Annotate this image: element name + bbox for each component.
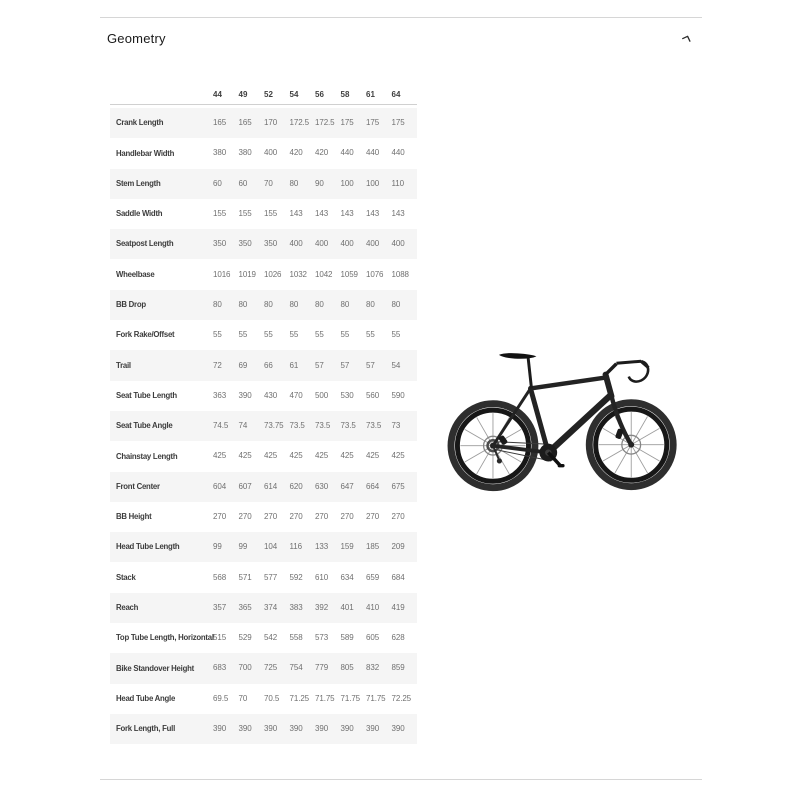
row-value: 1088 xyxy=(391,269,409,279)
row-value: 1032 xyxy=(289,269,307,279)
row-value: 571 xyxy=(238,572,252,582)
row-label: Trail xyxy=(116,360,131,370)
row-value: 155 xyxy=(238,209,252,219)
row-value: 73 xyxy=(391,421,401,431)
row-label: BB Height xyxy=(116,512,152,522)
row-value: 390 xyxy=(391,724,405,734)
row-label: Saddle Width xyxy=(116,209,163,219)
size-column-header: 44 xyxy=(213,90,222,99)
row-value: 419 xyxy=(391,602,405,612)
row-value: 270 xyxy=(264,512,278,521)
row-value: 55 xyxy=(264,330,273,340)
row-value: 55 xyxy=(289,330,299,340)
table-row xyxy=(110,199,417,229)
row-value: 420 xyxy=(315,148,329,158)
row-label: Seat Tube Length xyxy=(116,390,177,400)
row-value: 175 xyxy=(391,118,405,128)
row-label: Reach xyxy=(116,603,139,612)
row-value: 390 xyxy=(238,390,252,400)
section-title: Geometry xyxy=(107,30,166,46)
row-label: Chainstay Length xyxy=(116,451,178,461)
row-label: Stem Length xyxy=(116,178,161,188)
row-value: 71.75 xyxy=(315,693,335,703)
row-value: 116 xyxy=(289,542,302,552)
row-value: 80 xyxy=(289,299,299,309)
row-value: 80 xyxy=(391,299,401,309)
row-value: 859 xyxy=(391,663,405,673)
row-value: 1016 xyxy=(213,269,231,279)
row-value: 725 xyxy=(264,663,278,673)
table-row xyxy=(110,108,417,138)
row-value: 172.5 xyxy=(315,118,335,128)
row-value: 1059 xyxy=(340,269,358,279)
row-value: 172.5 xyxy=(289,118,310,128)
row-value: 558 xyxy=(289,633,303,643)
row-value: 143 xyxy=(289,209,303,219)
row-value: 165 xyxy=(213,118,227,128)
row-value: 530 xyxy=(340,390,354,400)
size-column-header: 58 xyxy=(340,90,350,99)
row-value: 390 xyxy=(264,724,278,734)
row-value: 80 xyxy=(213,299,222,309)
row-value: 159 xyxy=(340,542,354,552)
row-label: Seatpost Length xyxy=(116,239,174,249)
row-value: 70 xyxy=(238,693,248,703)
table-row xyxy=(110,411,417,441)
row-value: 542 xyxy=(264,633,278,643)
row-value: 440 xyxy=(340,148,354,158)
row-value: 350 xyxy=(238,239,252,249)
row-value: 628 xyxy=(391,633,405,643)
row-value: 380 xyxy=(238,148,252,158)
section-top-divider xyxy=(100,17,702,18)
row-value: 390 xyxy=(289,724,303,734)
row-value: 515 xyxy=(213,633,227,643)
row-value: 420 xyxy=(289,148,303,158)
row-value: 425 xyxy=(213,451,227,461)
table-row xyxy=(110,653,417,683)
row-value: 500 xyxy=(315,390,329,400)
row-value: 754 xyxy=(289,663,303,673)
row-value: 647 xyxy=(340,481,354,491)
row-value: 390 xyxy=(340,724,354,734)
row-value: 1026 xyxy=(264,269,282,279)
row-value: 430 xyxy=(264,390,278,400)
row-label: Head Tube Angle xyxy=(116,693,176,703)
row-value: 620 xyxy=(289,481,303,491)
row-value: 392 xyxy=(315,602,329,612)
row-value: 350 xyxy=(264,239,278,249)
row-value: 560 xyxy=(366,390,380,400)
row-value: 209 xyxy=(391,542,405,552)
table-row xyxy=(110,138,417,168)
row-value: 425 xyxy=(391,451,405,461)
row-value: 55 xyxy=(366,330,375,340)
row-value: 73.5 xyxy=(315,421,331,431)
row-value: 357 xyxy=(213,602,227,612)
row-value: 607 xyxy=(238,481,252,491)
row-value: 401 xyxy=(340,602,354,612)
row-value: 100 xyxy=(366,178,380,188)
row-value: 72.25 xyxy=(391,693,412,703)
row-value: 54 xyxy=(391,360,401,370)
row-value: 410 xyxy=(366,602,380,612)
row-value: 110 xyxy=(391,178,404,188)
table-row xyxy=(110,259,417,289)
row-value: 374 xyxy=(264,602,278,612)
row-value: 143 xyxy=(366,209,380,219)
row-value: 400 xyxy=(340,239,354,249)
row-label: Crank Length xyxy=(116,118,164,128)
table-row xyxy=(110,532,417,562)
table-row xyxy=(110,562,417,592)
row-value: 60 xyxy=(238,178,248,188)
row-value: 99 xyxy=(238,542,248,552)
row-value: 73.5 xyxy=(340,421,356,431)
table-row xyxy=(110,381,417,411)
row-value: 805 xyxy=(340,663,354,673)
row-label: Front Center xyxy=(116,481,160,491)
row-value: 71.25 xyxy=(289,693,310,703)
row-value: 400 xyxy=(315,239,329,249)
table-row xyxy=(110,623,417,653)
row-label: Wheelbase xyxy=(116,269,155,279)
row-value: 90 xyxy=(315,178,324,188)
row-value: 400 xyxy=(289,239,303,249)
row-value: 675 xyxy=(391,481,405,491)
table-row xyxy=(110,441,417,471)
row-value: 425 xyxy=(238,451,252,461)
row-value: 73.75 xyxy=(264,421,284,431)
row-value: 270 xyxy=(391,512,405,521)
row-value: 155 xyxy=(213,209,227,219)
row-value: 80 xyxy=(315,299,324,309)
size-column-header: 52 xyxy=(264,90,273,99)
row-value: 70 xyxy=(264,178,273,188)
row-value: 74 xyxy=(238,421,248,431)
row-value: 610 xyxy=(315,572,329,582)
size-column-header: 56 xyxy=(315,90,324,99)
row-value: 400 xyxy=(366,239,380,249)
row-value: 363 xyxy=(213,390,227,400)
row-value: 659 xyxy=(366,572,380,582)
size-column-header: 54 xyxy=(289,90,299,99)
row-value: 80 xyxy=(366,299,375,309)
table-row xyxy=(110,593,417,623)
table-row xyxy=(110,472,417,502)
row-value: 143 xyxy=(315,209,329,219)
row-value: 55 xyxy=(238,330,248,340)
row-label: Fork Rake/Offset xyxy=(116,330,175,340)
row-value: 104 xyxy=(264,542,278,552)
row-value: 170 xyxy=(264,118,278,128)
row-value: 80 xyxy=(264,299,273,309)
row-value: 630 xyxy=(315,481,329,491)
row-value: 605 xyxy=(366,633,380,643)
row-value: 57 xyxy=(366,360,375,370)
row-value: 573 xyxy=(315,633,329,643)
row-value: 69 xyxy=(238,360,248,370)
row-value: 57 xyxy=(340,360,350,370)
table-row xyxy=(110,350,417,380)
row-value: 529 xyxy=(238,633,252,643)
row-value: 634 xyxy=(340,572,354,582)
row-value: 143 xyxy=(340,209,354,219)
size-header-row xyxy=(110,86,417,105)
row-value: 66 xyxy=(264,360,273,370)
row-value: 99 xyxy=(213,542,222,552)
row-label: Top Tube Length, Horizontal xyxy=(116,633,214,643)
row-value: 1019 xyxy=(238,269,256,279)
section-bottom-divider xyxy=(100,779,702,780)
row-value: 592 xyxy=(289,572,303,582)
row-label: Stack xyxy=(116,572,136,582)
row-value: 390 xyxy=(366,724,380,734)
table-row xyxy=(110,229,417,259)
row-value: 568 xyxy=(213,572,227,582)
geometry-accordion-header[interactable] xyxy=(107,28,693,48)
row-value: 425 xyxy=(340,451,354,461)
row-value: 664 xyxy=(366,481,380,491)
table-row xyxy=(110,502,417,532)
row-value: 270 xyxy=(315,512,329,521)
row-value: 440 xyxy=(366,148,380,158)
table-row xyxy=(110,714,417,744)
row-value: 74.5 xyxy=(213,421,229,431)
row-value: 350 xyxy=(213,239,227,249)
row-label: Seat Tube Angle xyxy=(116,421,173,431)
row-value: 589 xyxy=(340,633,354,643)
chevron-up-icon[interactable] xyxy=(681,32,693,44)
row-value: 270 xyxy=(238,512,252,521)
row-value: 60 xyxy=(213,178,222,188)
row-value: 80 xyxy=(289,178,299,188)
row-value: 155 xyxy=(264,209,278,219)
row-label: Bike Standover Height xyxy=(116,663,194,673)
row-value: 470 xyxy=(289,390,303,400)
row-value: 425 xyxy=(315,451,329,461)
row-label: Head Tube Length xyxy=(116,542,180,552)
row-value: 70.5 xyxy=(264,693,280,703)
row-value: 175 xyxy=(366,118,380,128)
size-column-header: 49 xyxy=(238,90,248,99)
row-label: Handlebar Width xyxy=(116,148,175,158)
row-value: 684 xyxy=(391,572,405,582)
row-value: 69.5 xyxy=(213,693,229,703)
row-value: 270 xyxy=(340,512,354,521)
row-value: 425 xyxy=(366,451,380,461)
row-value: 440 xyxy=(391,148,405,158)
row-value: 270 xyxy=(366,512,380,521)
row-value: 1042 xyxy=(315,269,333,279)
row-value: 55 xyxy=(391,330,401,340)
row-value: 400 xyxy=(391,239,405,249)
row-value: 1076 xyxy=(366,269,384,279)
row-value: 55 xyxy=(340,330,350,340)
row-value: 390 xyxy=(315,724,329,734)
row-value: 73.5 xyxy=(366,421,382,431)
row-value: 383 xyxy=(289,602,303,612)
row-label: BB Drop xyxy=(116,300,146,310)
row-label: Fork Length, Full xyxy=(116,724,175,734)
row-value: 55 xyxy=(315,330,324,340)
row-value: 80 xyxy=(238,299,248,309)
row-value: 71.75 xyxy=(366,693,386,703)
row-value: 165 xyxy=(238,118,252,128)
row-value: 614 xyxy=(264,481,278,491)
row-value: 61 xyxy=(289,360,299,370)
row-value: 779 xyxy=(315,663,329,673)
table-row xyxy=(110,684,417,714)
row-value: 57 xyxy=(315,360,324,370)
row-value: 175 xyxy=(340,118,354,128)
row-value: 100 xyxy=(340,178,354,188)
row-value: 365 xyxy=(238,602,252,612)
row-value: 390 xyxy=(213,724,227,734)
row-value: 604 xyxy=(213,481,227,491)
row-value: 55 xyxy=(213,330,222,340)
geometry-table-body xyxy=(110,105,417,744)
row-value: 80 xyxy=(340,299,350,309)
row-value: 390 xyxy=(238,724,252,734)
row-value: 133 xyxy=(315,542,329,552)
row-value: 73.5 xyxy=(289,421,305,431)
size-column-header: 64 xyxy=(391,90,401,99)
row-value: 577 xyxy=(264,572,278,582)
size-column-header: 61 xyxy=(366,90,375,99)
row-value: 270 xyxy=(289,512,303,521)
row-value: 400 xyxy=(264,148,278,158)
row-value: 72 xyxy=(213,360,222,370)
table-row xyxy=(110,290,417,320)
black-gravel-bike-image xyxy=(445,342,695,500)
row-value: 425 xyxy=(264,451,278,461)
row-value: 700 xyxy=(238,663,252,673)
table-row xyxy=(110,169,417,199)
table-row xyxy=(110,320,417,350)
geometry-table xyxy=(110,86,417,744)
row-value: 683 xyxy=(213,663,227,673)
row-value: 425 xyxy=(289,451,303,461)
row-value: 143 xyxy=(391,209,405,219)
row-value: 185 xyxy=(366,542,380,552)
row-value: 270 xyxy=(213,512,227,521)
row-value: 832 xyxy=(366,663,380,673)
row-value: 71.75 xyxy=(340,693,361,703)
row-value: 590 xyxy=(391,390,405,400)
row-value: 380 xyxy=(213,148,227,158)
